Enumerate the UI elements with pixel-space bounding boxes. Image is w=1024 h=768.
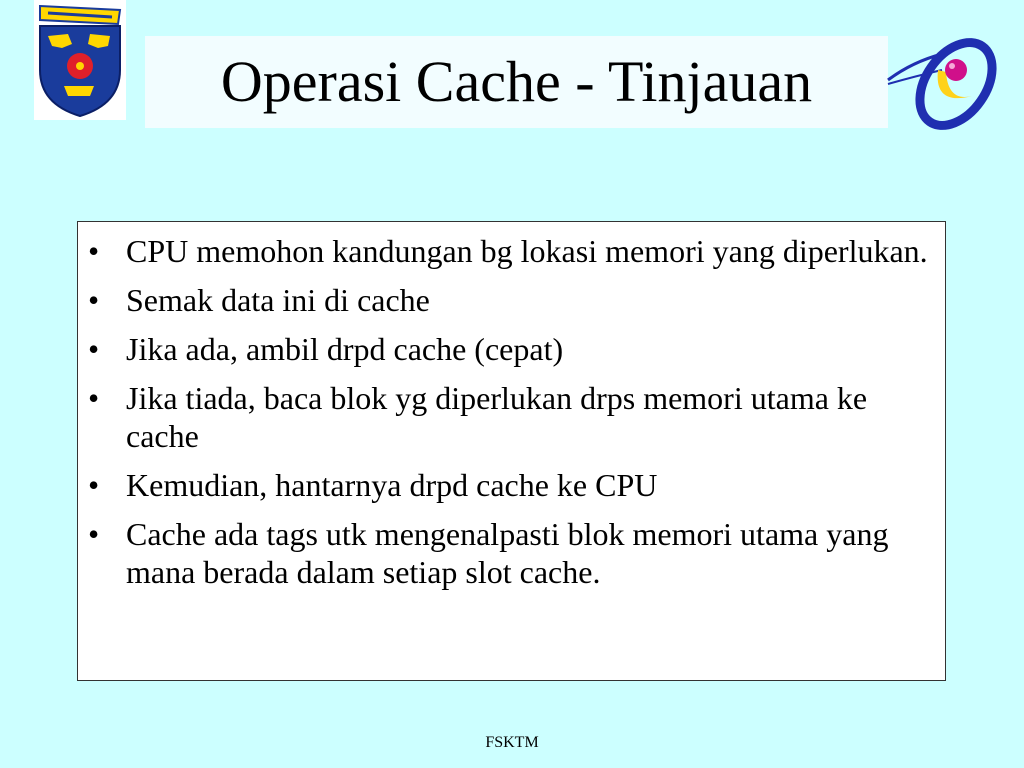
bullet-symbol: •	[88, 516, 100, 552]
list-item	[88, 515, 933, 591]
bullet-text: Kemudian, hantarnya drpd cache ke CPU	[126, 467, 658, 503]
list-item	[88, 466, 933, 504]
bullet-text: Jika ada, ambil drpd cache (cepat)	[126, 331, 564, 367]
list-item	[88, 281, 933, 319]
bullet-symbol: •	[88, 331, 100, 367]
list-item	[88, 330, 933, 368]
bullet-text: Semak data ini di cache	[126, 282, 430, 318]
university-crest-icon	[34, 0, 126, 120]
bullet-list	[78, 222, 945, 591]
bullet-text: CPU memohon kandungan bg lokasi memori yang diperlukan.	[126, 233, 928, 269]
bullet-text: Cache ada tags utk mengenalpasti blok memori utama yang mana berada dalam setiap slot cache.	[126, 516, 889, 590]
faculty-orbit-logo-icon	[886, 22, 1004, 134]
title-box	[145, 36, 888, 128]
footer-text: FSKTM	[485, 734, 539, 751]
bullet-content-box	[77, 221, 946, 681]
bullet-symbol: •	[88, 467, 100, 503]
list-item	[88, 379, 933, 455]
slide-title: Operasi Cache - Tinjauan	[220, 49, 813, 114]
bullet-symbol: •	[88, 233, 100, 269]
list-item	[88, 232, 933, 270]
bullet-symbol: •	[88, 282, 100, 318]
bullet-text: Jika tiada, baca blok yg diperlukan drps memori utama ke cache	[126, 380, 868, 454]
bullet-symbol: •	[88, 380, 100, 416]
